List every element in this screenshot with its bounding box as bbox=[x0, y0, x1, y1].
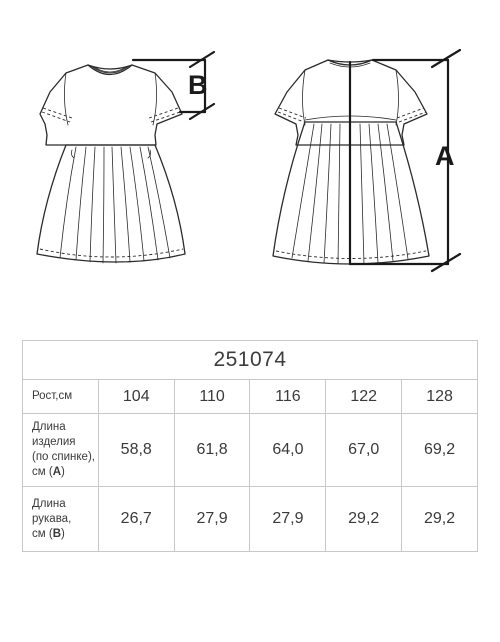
value-cell: 69,2 bbox=[402, 414, 478, 487]
sleeve-length-label: Длина рукава, см (B) bbox=[23, 487, 99, 552]
table-row bbox=[23, 487, 478, 552]
label-a: A bbox=[435, 141, 455, 171]
article-number: 251074 bbox=[23, 341, 478, 380]
table-row bbox=[23, 414, 478, 487]
dress-back-view bbox=[273, 60, 429, 264]
size-cell: 104 bbox=[98, 380, 174, 414]
dress-front-view bbox=[37, 65, 185, 263]
value-cell: 64,0 bbox=[250, 414, 326, 487]
garment-sketch bbox=[0, 0, 500, 300]
value-cell: 29,2 bbox=[402, 487, 478, 552]
size-cell: 110 bbox=[174, 380, 250, 414]
value-cell: 61,8 bbox=[174, 414, 250, 487]
sleeve-length-measure bbox=[133, 52, 214, 119]
value-cell: 67,0 bbox=[326, 414, 402, 487]
size-cell: 128 bbox=[402, 380, 478, 414]
value-cell: 27,9 bbox=[174, 487, 250, 552]
table-header-row bbox=[23, 380, 478, 414]
dress-technical-drawing bbox=[0, 0, 500, 300]
value-cell: 29,2 bbox=[326, 487, 402, 552]
size-chart-table bbox=[22, 340, 478, 552]
size-cell: 116 bbox=[250, 380, 326, 414]
size-cell: 122 bbox=[326, 380, 402, 414]
dress-length-label: Длина изделия (по спинке), см (A) bbox=[23, 414, 99, 487]
value-cell: 26,7 bbox=[98, 487, 174, 552]
value-cell: 58,8 bbox=[98, 414, 174, 487]
height-label: Рост,см bbox=[23, 380, 99, 414]
label-b: B bbox=[188, 70, 208, 100]
value-cell: 27,9 bbox=[250, 487, 326, 552]
